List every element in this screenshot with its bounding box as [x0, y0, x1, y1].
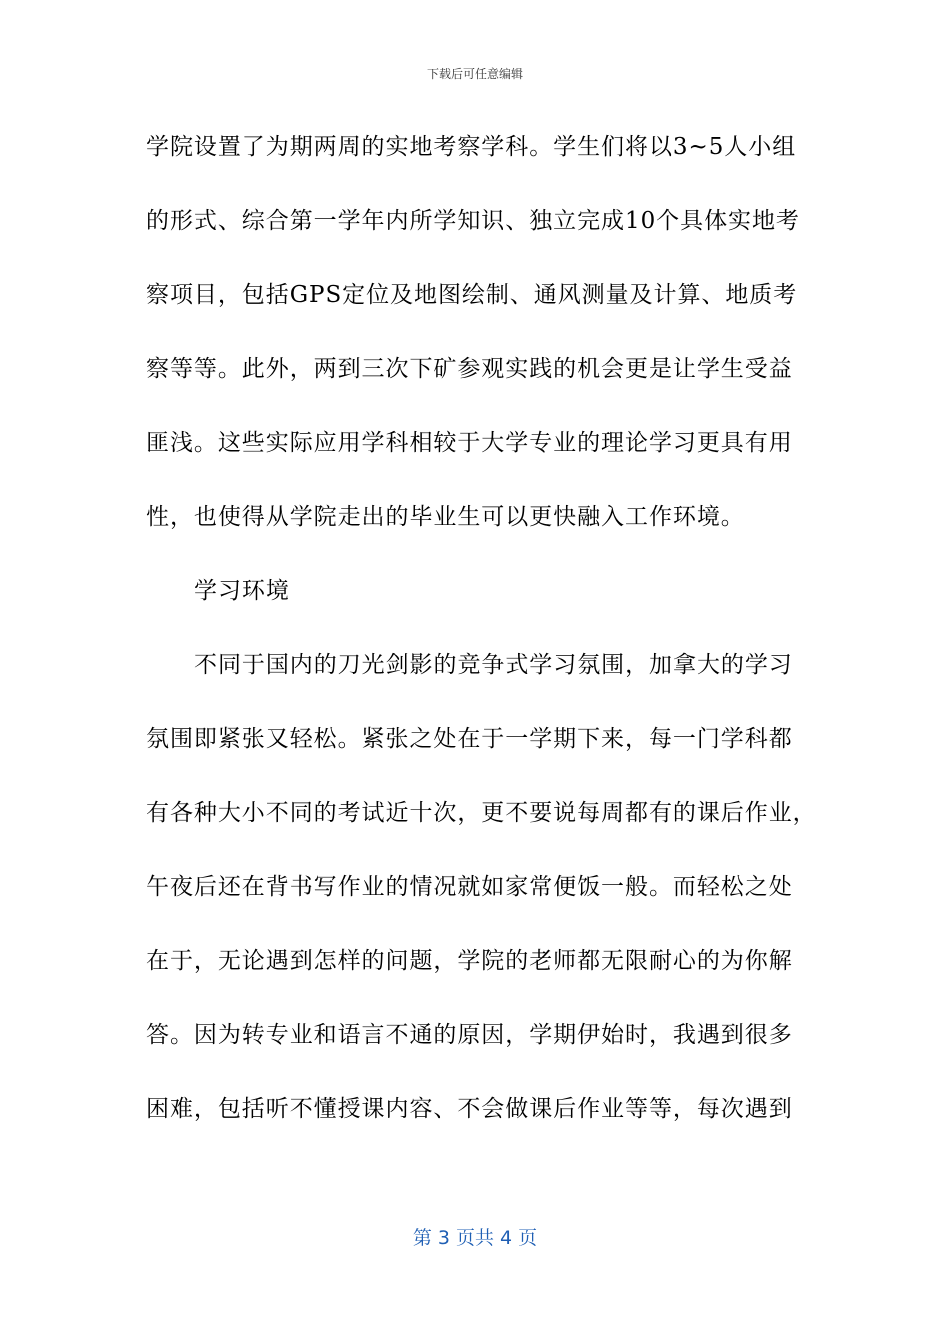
- body-line: 察项目，包括GPS定位及地图绘制、通风测量及计算、地质考: [146, 282, 798, 308]
- body-line: 氛围即紧张又轻松。紧张之处在于一学期下来，每一门学科都: [146, 726, 793, 752]
- body-line: 答。因为转专业和语言不通的原因，学期伊始时，我遇到很多: [146, 1022, 793, 1048]
- page-number-footer: [0, 1226, 950, 1250]
- document-body: [146, 125, 817, 1161]
- page-header-note: 下载后可任意编辑: [426, 67, 523, 81]
- body-line: 有各种大小不同的考试近十次，更不要说每周都有的课后作业，: [146, 800, 817, 826]
- body-line: 学院设置了为期两周的实地考察学科。学生们将以3~5人小组: [146, 134, 797, 160]
- body-line: 匪浅。这些实际应用学科相较于大学专业的理论学习更具有用: [146, 430, 793, 456]
- body-line: 性，也使得从学院走出的毕业生可以更快融入工作环境。: [146, 504, 745, 530]
- body-line: 的形式、综合第一学年内所学知识、独立完成10个具体实地考: [146, 208, 800, 234]
- body-line: 察等等。此外，两到三次下矿参观实践的机会更是让学生受益: [146, 356, 793, 382]
- page-number-label: 第 3 页共 4 页: [412, 1227, 538, 1249]
- body-line: 午夜后还在背书写作业的情况就如家常便饭一般。而轻松之处: [146, 874, 793, 900]
- body-line: 困难，包括听不懂授课内容、不会做课后作业等等，每次遇到: [146, 1096, 793, 1122]
- body-line: 在于，无论遇到怎样的问题，学院的老师都无限耐心的为你解: [146, 948, 793, 974]
- body-line: 不同于国内的刀光剑影的竞争式学习氛围，加拿大的学习: [194, 652, 793, 678]
- section-heading: 学习环境: [194, 578, 290, 604]
